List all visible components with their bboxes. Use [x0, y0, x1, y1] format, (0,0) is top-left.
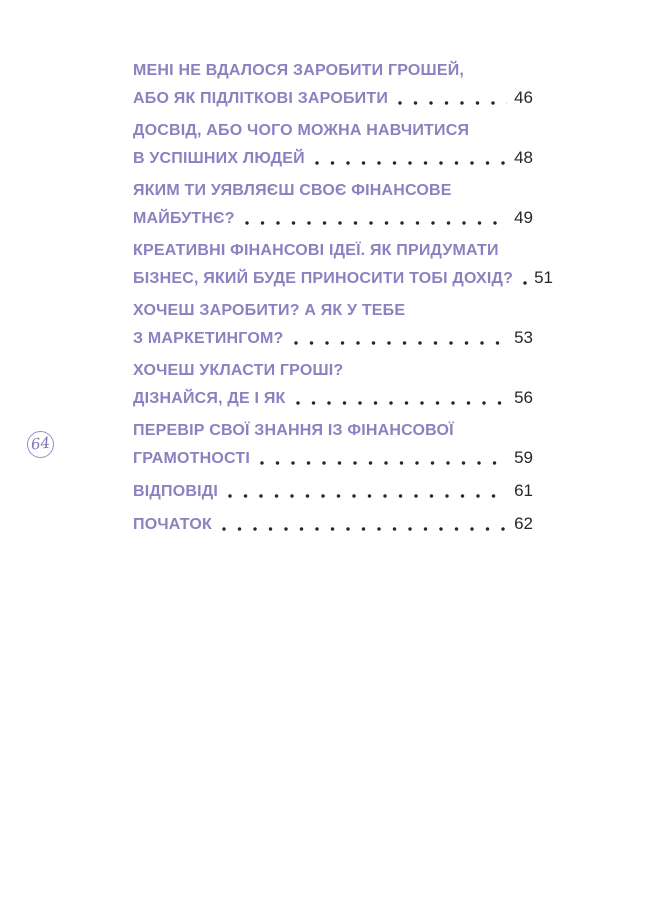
dotted-leader	[294, 341, 508, 345]
folio-page-number: 64	[29, 433, 51, 454]
toc-entry	[133, 177, 533, 232]
toc-entry-title-line: БІЗНЕС, ЯКИЙ БУДЕ ПРИНОСИТИ ТОБІ ДОХІД?	[133, 270, 514, 287]
toc-entry-title-line: ГРАМОТНОСТІ	[133, 450, 251, 467]
toc-entry-title-line: КРЕАТИВНІ ФІНАНСОВІ ІДЕЇ. ЯК ПРИДУМАТИ	[133, 242, 499, 259]
dotted-leader	[523, 281, 527, 285]
toc-entry	[133, 417, 533, 472]
toc-entry-leader-line	[133, 264, 554, 292]
folio-page-number-badge	[27, 431, 54, 458]
toc-entry-leader-line	[133, 444, 533, 472]
toc-entry-title-line: ПОЧАТОК	[133, 516, 212, 533]
dotted-leader	[260, 461, 507, 465]
toc-page-number: 46	[514, 88, 533, 107]
toc-page-number: 59	[514, 448, 533, 467]
toc-entry-leader-line	[133, 510, 533, 538]
dotted-leader	[245, 221, 507, 225]
toc-entry-title-line: В УСПІШНИХ ЛЮДЕЙ	[133, 150, 305, 167]
toc-entry	[133, 117, 533, 172]
toc-entry-leader-line	[133, 384, 533, 412]
dotted-leader	[315, 161, 507, 165]
toc-page-number: 48	[514, 148, 533, 167]
toc-entry-leader-line	[133, 204, 533, 232]
toc-entry-title-line: ДОСВІД, АБО ЧОГО МОЖНА НАВЧИТИСЯ	[133, 122, 470, 139]
dotted-leader	[228, 494, 507, 498]
toc-entry-leader-line	[133, 84, 533, 112]
dotted-leader	[296, 401, 508, 405]
dotted-leader	[398, 101, 507, 105]
toc-page-number: 49	[514, 208, 533, 227]
toc-entry-title-line: ЯКИМ ТИ УЯВЛЯЄШ СВОЄ ФІНАНСОВЕ	[133, 182, 452, 199]
toc-page-number: 53	[514, 328, 533, 347]
toc-entry-title-line: ПЕРЕВІР СВОЇ ЗНАННЯ ІЗ ФІНАНСОВОЇ	[133, 422, 454, 439]
toc-entry-title-line: ВІДПОВІДІ	[133, 483, 218, 500]
toc-entry	[133, 357, 533, 412]
toc-page-number: 56	[514, 388, 533, 407]
toc-entry-title-line: ХОЧЕШ ЗАРОБИТИ? А ЯК У ТЕБЕ	[133, 302, 406, 319]
toc-entry-title-line: З МАРКЕТИНГОМ?	[133, 330, 284, 347]
toc-entry-leader-line	[133, 477, 533, 505]
table-of-contents	[133, 57, 554, 543]
toc-entry	[133, 57, 533, 112]
toc-entry-title-line: МАЙБУТНЄ?	[133, 210, 235, 227]
toc-entry	[133, 510, 533, 538]
toc-entry-title-line: МЕНІ НЕ ВДАЛОСЯ ЗАРОБИТИ ГРОШЕЙ,	[133, 62, 465, 79]
toc-entry-title-line: АБО ЯК ПІДЛІТКОВІ ЗАРОБИТИ	[133, 90, 389, 107]
toc-entry-title-line: ДІЗНАЙСЯ, ДЕ І ЯК	[133, 390, 286, 407]
toc-entry-leader-line	[133, 144, 533, 172]
toc-entry-leader-line	[133, 324, 533, 352]
toc-entry	[133, 477, 533, 505]
toc-entry	[133, 237, 554, 292]
toc-page-number: 62	[514, 514, 533, 533]
dotted-leader	[222, 527, 507, 531]
toc-page-number: 51	[534, 268, 554, 287]
toc-entry-title-line: ХОЧЕШ УКЛАСТИ ГРОШІ?	[133, 362, 344, 379]
toc-entry	[133, 297, 533, 352]
toc-page-number: 61	[514, 481, 533, 500]
